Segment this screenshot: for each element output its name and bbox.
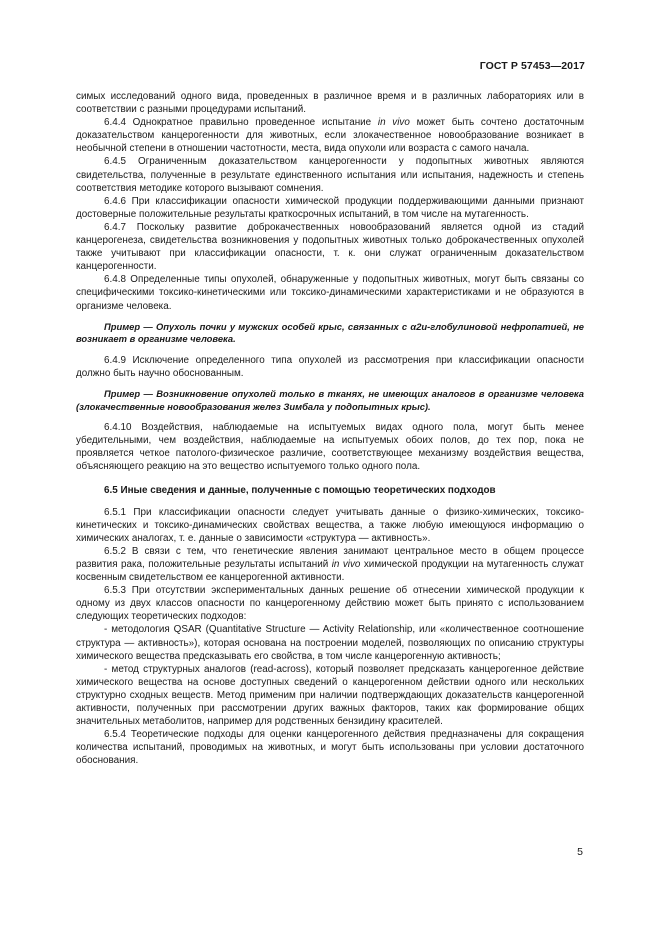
paragraph-6-5-4: 6.5.4 Теоретические подходы для оценки канцерогенного действия предназначены для сокращения количества испытаний, проводимых на животных, и могут быть использованы при условии достаточного обоснования.	[76, 729, 584, 767]
paragraph-6-4-5: 6.4.5 Ограниченным доказательством канцерогенности у подопытных животных являются свидетельства, полученные в результате единственного испытания или испытания, надежность и степень соответствия методике которого вызывают сомнения.	[76, 156, 584, 194]
example-text: Возникновение опухолей только в тканях, не имеющих аналогов в организме человека (злокачественные новообразования желез Зимбала у подопытных крыс).	[76, 387, 585, 412]
list-item-read-across: - метод структурных аналогов (read-across), который позволяет предсказать канцерогенное действие химического вещества на основе доступных сведений о канцерогенном действии одного или нескольких структурно сходных веществ. Метод применим при наличии подтверждающих доказательств канцерогенной активности, полученных при рассмотрении других важных факторов, таких как формирование общих значительных метаболитов, например для родственных бензидину красителей.	[76, 663, 584, 728]
paragraph: симых исследований одного вида, проведенных в различное время и в различных лабораториях или в соответствии с разными процедурами испытаний.	[76, 91, 584, 116]
text-segment: 6.4.4 Однократное правильно проведенное испытание	[104, 117, 378, 129]
italic-term: in vivo	[377, 117, 410, 129]
paragraph-6-5-1: 6.5.1 При классификации опасности следует учитывать данные о физико-химических, токсико-кинетических и токсико-динамических свойствах вещества, а также любую имеющуюся информацию о химических аналогах, т. е. данные о зависимости «структура — активность».	[76, 506, 584, 544]
paragraph-6-4-10: 6.4.10 Воздействия, наблюдаемые на испытуемых видах одного пола, могут быть менее убедительными, чем воздействия, наблюдаемые на испытуемых обоих полов, до тех пор, пока не проявляется четкое патолого-физическое различие, соответствующее механизму воздействия вещества, объясняющего реакцию на это вещество испытуемого только одного пола.	[76, 422, 584, 473]
section-heading-6-5: 6.5 Иные сведения и данные, полученные с помощью теоретических подходов	[104, 484, 496, 496]
page-number: 5	[577, 846, 583, 858]
italic-term: in vivo	[331, 559, 361, 570]
text-segment: 6.5.2 В связи с тем, что генетические явления занимают центральное место в общем процессе развития рака, положительные результаты испытаний	[76, 545, 584, 570]
example-text: Опухоль почки у мужских особей крыс, связанных с α2u-глобулиновой нефропатией, не возникает в организме человека.	[76, 320, 584, 345]
text-segment: химической продукции на мутагенность служат косвенным свидетельством ее канцерогенной активности.	[76, 559, 584, 584]
paragraph-6-4-9: 6.4.9 Исключение определенного типа опухолей из рассмотрения при классификации опасности должно быть научно обоснованным.	[76, 354, 584, 379]
example-lead: Пример —	[104, 320, 156, 332]
paragraph-6-4-4	[76, 116, 584, 155]
example-lead: Пример —	[104, 387, 157, 399]
paragraph-6-5-2	[76, 545, 584, 584]
document-body	[76, 90, 584, 768]
paragraph-6-4-8: 6.4.8 Определенные типы опухолей, обнаруженные у подопытных животных, могут быть связаны со специфическими токсико-кинетическими или токсико-динамическими характеристиками и не образуются в организме человека.	[76, 274, 584, 312]
text-segment: может быть сочтено достаточным доказательством канцерогенности для животных, если злокачественное новообразование возникает в необычной степени в отношении частотности, места, вида опухоли или возраста с самого начала.	[76, 117, 584, 155]
standard-header: ГОСТ Р 57453—2017	[479, 60, 585, 72]
paragraph-6-5-3: 6.5.3 При отсутствии экспериментальных данных решение об отнесении химической продукции к одному из двух классов опасности по канцерогенному действию может быть принято с использованием следующих теоретических подходов:	[76, 585, 584, 623]
example-1	[76, 321, 584, 346]
example-2	[76, 388, 584, 413]
paragraph-6-4-7: 6.4.7 Поскольку развитие доброкачественных новообразований является одной из стадий канцерогенеза, свидетельства возникновения у подопытных животных только доброкачественных опухолей также учитывают при классификации опасности, т. к. они служат ограниченным доказательством канцерогенности.	[76, 221, 584, 273]
list-item-qsar: - методология QSAR (Quantitative Structure — Activity Relationship, или «количественное соотношение структура — активность»), которая основана на построении моделей, позволяющих по описанию структуры химического вещества предсказывать его свойства, в том числе канцерогенную активность;	[76, 624, 584, 662]
paragraph-6-4-6: 6.4.6 При классификации опасности химической продукции поддерживающими данными признают достоверные положительные результаты краткосрочных испытаний, в том числе на мутагенность.	[76, 195, 584, 220]
